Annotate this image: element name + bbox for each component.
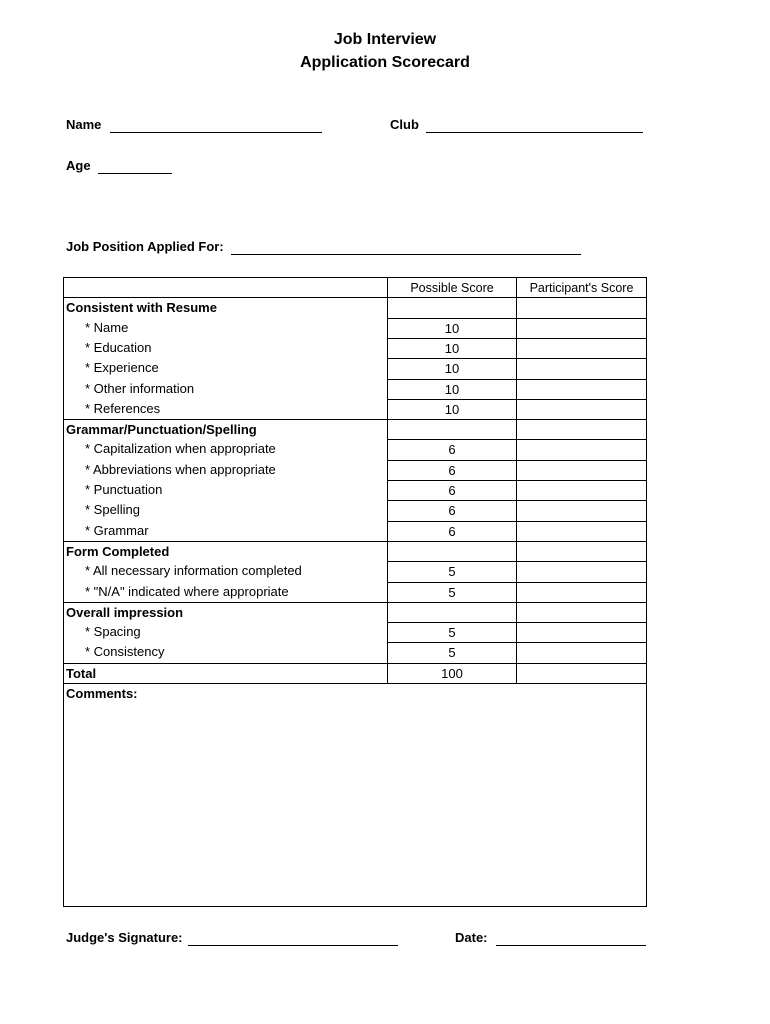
- criterion-label: * Capitalization when appropriate: [85, 441, 276, 457]
- section-header-row: [63, 602, 647, 622]
- criteria-header-cell: [63, 277, 388, 297]
- criterion-row: [63, 379, 647, 399]
- section-label: Form Completed: [63, 541, 388, 561]
- possible-score-value: 6: [387, 460, 517, 480]
- participant-score-cell[interactable]: [516, 521, 647, 541]
- participant-score-cell[interactable]: [516, 399, 647, 419]
- participant-score-cell: [516, 541, 647, 561]
- section-header-row: [63, 297, 647, 317]
- criterion-row: [63, 439, 647, 459]
- criterion-label: * Punctuation: [85, 482, 163, 497]
- participant-score-cell[interactable]: [516, 379, 647, 399]
- section-label: Consistent with Resume: [63, 297, 388, 317]
- criterion-label: * Name: [85, 319, 129, 335]
- comments-box: [63, 683, 647, 907]
- participant-score-cell[interactable]: [516, 480, 647, 500]
- criterion-row: [63, 500, 647, 520]
- criterion-row: [63, 399, 647, 419]
- section-header-row: [63, 419, 647, 439]
- job-position-field[interactable]: [231, 239, 581, 255]
- club-field[interactable]: [426, 117, 643, 133]
- participant-score-cell[interactable]: [516, 318, 647, 338]
- criterion-label: * Spelling: [85, 502, 140, 518]
- possible-score-value: 6: [387, 439, 517, 459]
- participants-score-header: Participant's Score: [516, 277, 647, 297]
- date-field[interactable]: [496, 930, 646, 946]
- possible-score-value: 10: [387, 379, 517, 399]
- participant-score-cell[interactable]: [516, 439, 647, 459]
- table-header-row: [63, 277, 647, 297]
- possible-score-value: [387, 419, 517, 439]
- criterion-row: [63, 338, 647, 358]
- possible-score-value: [387, 602, 517, 622]
- possible-score-value: 10: [387, 358, 517, 378]
- participant-score-cell[interactable]: [516, 622, 647, 642]
- document-title: Job Interview: [333, 31, 437, 48]
- criterion-label: * Consistency: [85, 644, 165, 660]
- criterion-row: [63, 480, 647, 500]
- criterion-row: [63, 582, 647, 602]
- possible-score-value: 6: [387, 500, 517, 520]
- name-label: Name: [66, 117, 102, 132]
- participant-score-cell[interactable]: [516, 561, 647, 581]
- name-field[interactable]: [110, 117, 322, 133]
- criterion-label: * All necessary information completed: [85, 563, 302, 579]
- possible-score-value: 6: [387, 480, 517, 500]
- possible-score-value: 10: [387, 338, 517, 358]
- total-row: [63, 663, 647, 683]
- scorecard-table: [63, 277, 647, 907]
- criterion-row: [63, 460, 647, 480]
- criterion-row: [63, 358, 647, 378]
- participant-score-cell: [516, 419, 647, 439]
- criterion-label: * "N/A" indicated where appropriate: [85, 583, 289, 599]
- section-header-row: [63, 541, 647, 561]
- participant-score-cell: [516, 602, 647, 622]
- criterion-label: * Education: [85, 339, 152, 355]
- participant-score-cell[interactable]: [516, 642, 647, 662]
- criterion-label: * Experience: [85, 360, 159, 376]
- participant-score-cell[interactable]: [516, 582, 647, 602]
- criterion-label: * Spacing: [85, 624, 141, 640]
- club-label: Club: [390, 117, 419, 132]
- age-field[interactable]: [98, 158, 172, 174]
- criterion-row: [63, 622, 647, 642]
- comments-field[interactable]: [65, 704, 647, 906]
- participant-score-cell[interactable]: [516, 500, 647, 520]
- judge-signature-label: Judge's Signature:: [66, 930, 183, 945]
- possible-score-value: [387, 541, 517, 561]
- possible-score-value: 6: [387, 521, 517, 541]
- judge-signature-field[interactable]: [188, 930, 398, 946]
- total-participant-score-cell[interactable]: [516, 663, 647, 683]
- participant-score-cell[interactable]: [516, 358, 647, 378]
- possible-score-value: 5: [387, 642, 517, 662]
- possible-score-value: 5: [387, 561, 517, 581]
- participant-score-cell[interactable]: [516, 338, 647, 358]
- possible-score-header: Possible Score: [387, 277, 517, 297]
- criterion-label: * Abbreviations when appropriate: [85, 461, 276, 477]
- criterion-label: * Other information: [85, 380, 195, 396]
- criterion-row: [63, 642, 647, 662]
- possible-score-value: 10: [387, 399, 517, 419]
- possible-score-value: 10: [387, 318, 517, 338]
- comments-label: Comments:: [66, 686, 138, 701]
- possible-score-value: 5: [387, 622, 517, 642]
- age-label: Age: [66, 158, 91, 173]
- participant-score-cell: [516, 297, 647, 317]
- document-subtitle: Application Scorecard: [300, 54, 470, 71]
- criterion-label: * References: [85, 400, 161, 416]
- possible-score-value: [387, 297, 517, 317]
- criterion-label: * Grammar: [85, 522, 149, 538]
- job-position-label: Job Position Applied For:: [66, 239, 224, 254]
- participant-score-cell[interactable]: [516, 460, 647, 480]
- criterion-row: [63, 318, 647, 338]
- possible-score-value: 5: [387, 582, 517, 602]
- total-possible-score: 100: [387, 663, 517, 683]
- section-label: Overall impression: [63, 602, 388, 622]
- section-label: Grammar/Punctuation/Spelling: [63, 419, 388, 439]
- date-label: Date:: [455, 930, 488, 945]
- criterion-row: [63, 561, 647, 581]
- criterion-row: [63, 521, 647, 541]
- total-label: Total: [63, 663, 388, 683]
